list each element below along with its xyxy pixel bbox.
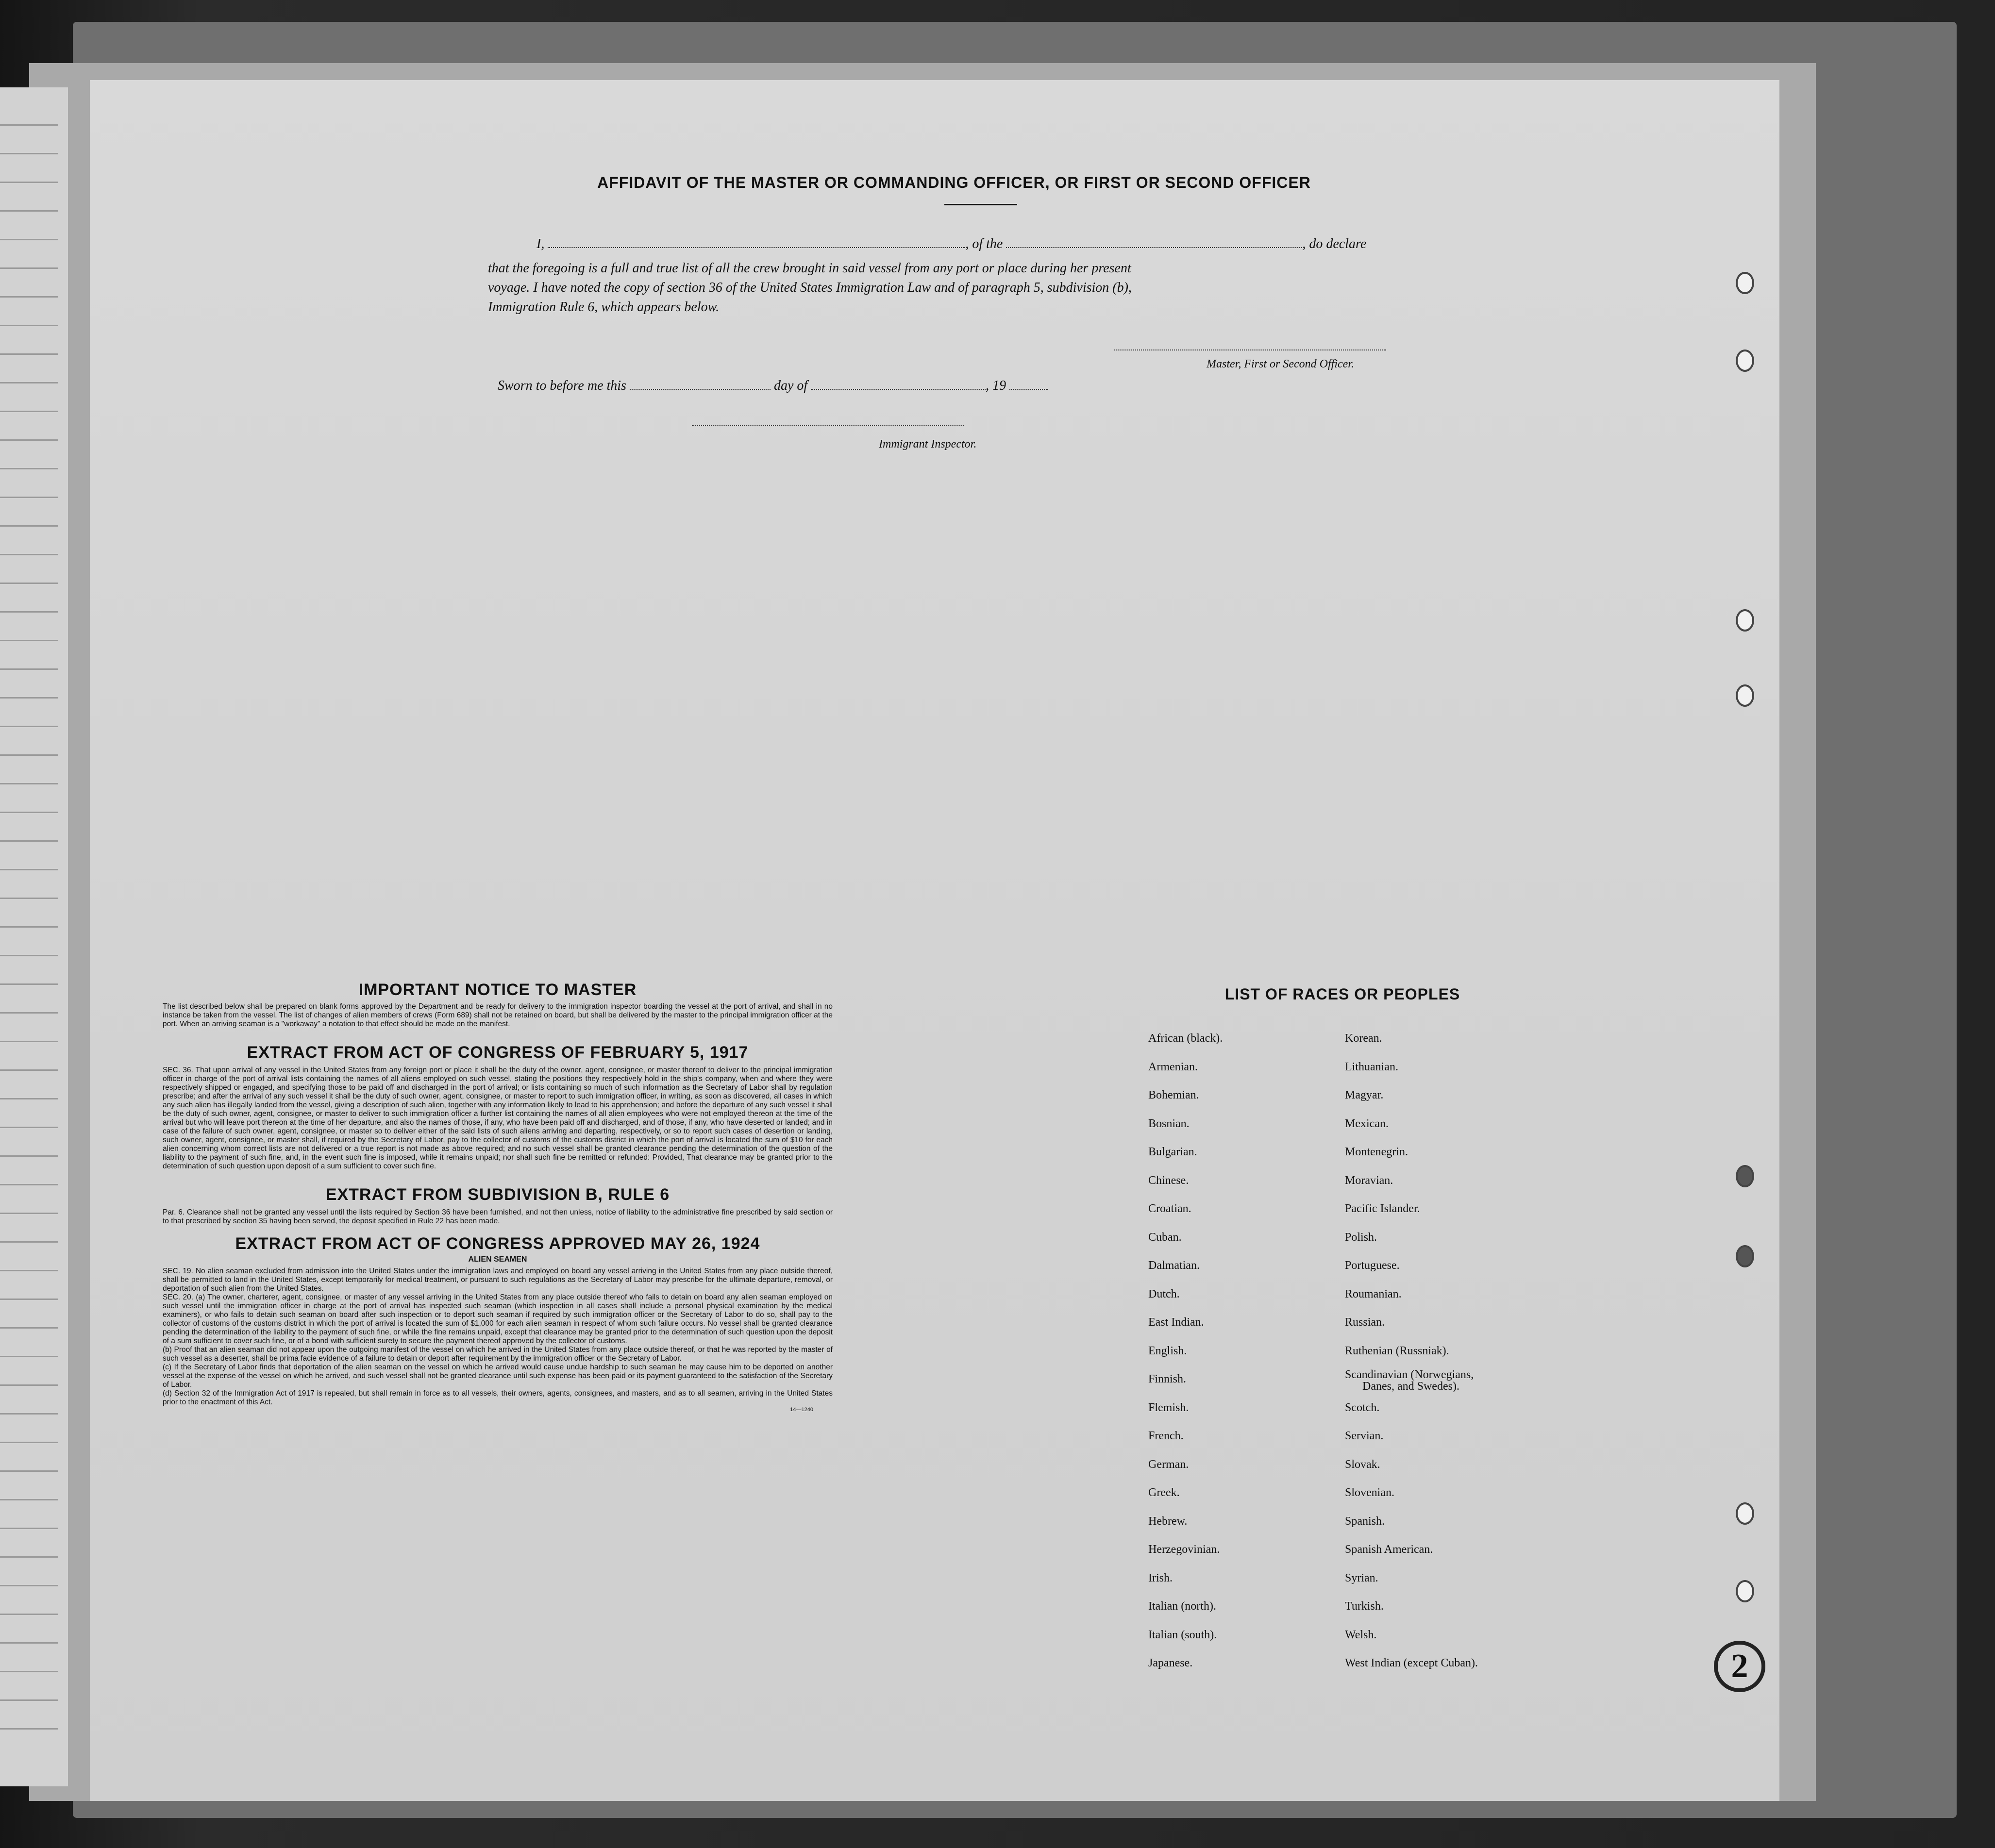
- sec20a-body: SEC. 20. (a) The owner, charterer, agent, consignee, or master of any vessel arriving in the United States from any place outside thereof who fails to detain on board any alien seaman employed on such vessel until the immigration officer in charge at the port of arrival has inspected such seaman (which inspection in all cases shall include a personal physical examination by the medical examiners), or who fails to detain such seaman on board after such inspection or to deport such seaman if required by such immigration officer or the Secretary of Labor to do so, shall pay to the collector of customs of the customs district in which the port of arrival is located the sum of $1,000 for each alien seaman in respect of whom such failure occurs. No vessel shall be granted clearance pending the determination of the liability to the payment of such fine, or while the fine remains unpaid, except that clearance may be granted prior to the determination of such question upon the deposit of a sum sufficient to cover such fine, or of a bond with sufficient surety to secure the payment thereof approved by the collector of customs.: [163, 1293, 833, 1345]
- race-item: Chinese.: [1148, 1174, 1189, 1187]
- race-item: Dalmatian.: [1148, 1259, 1200, 1272]
- sworn-line: [498, 376, 1048, 396]
- alien-seamen-subtitle: ALIEN SEAMEN: [468, 1255, 527, 1264]
- race-item: Mexican.: [1345, 1117, 1389, 1130]
- sec19-body: SEC. 19. No alien seaman excluded from admission into the United States under the immigration laws and employed on board any vessel arriving in the United States from any place outside thereof, shall be permitted to land in the United States, except temporarily for medical treatment, or pursuant to such regulations as the Secretary of Labor may prescribe for the ultimate departure, removal, or deportation of such alien from the United States.: [163, 1267, 833, 1293]
- declaration-line-3: voyage. I have noted the copy of section 36 of the United States Immigration Law and of paragraph 5, subdivision (b),: [488, 280, 1132, 295]
- race-item: Servian.: [1345, 1430, 1384, 1442]
- sworn-day-field[interactable]: [630, 384, 771, 390]
- race-item: Dutch.: [1148, 1287, 1180, 1300]
- race-item: Armenian.: [1148, 1060, 1198, 1073]
- race-item: Polish.: [1345, 1231, 1377, 1244]
- declaration-line-4: Immigration Rule 6, which appears below.: [488, 300, 720, 315]
- extract-1924-title: EXTRACT FROM ACT OF CONGRESS APPROVED MAY 26, 1924: [235, 1234, 760, 1253]
- extract-1917-body: SEC. 36. That upon arrival of any vessel in the United States from any foreign port or place it shall be the duty of the owner, agent, consignee, or master thereof to deliver to the principal immigration officer in charge of the port of arrival lists containing the names of all aliens employed on such vessel, stating the positions they respectively hold in the ship's company, when and where they were respectively shipped or engaged, and specifying those to be paid off and discharged in the port of arrival; or lists containing so much of such information as the Secretary of Labor shall by regulation prescribe; and after the arrival of any such vessel it shall be the duty of such owner, agent, consignee, or master to report to such immigration officer, in writing, as soon as discovered, all cases in which any such alien has illegally landed from the vessel, giving a description of such alien, together with any information likely to lead to his apprehension; and before the departure of any such vessel it shall be the duty of such owner, agent, consignee, or master to deliver to such immigration officer a further list containing the names of all alien employees who were not employed thereon at the time of the arrival but who will leave port thereon at the time of her departure, and also the names of those, if any, who have been paid off and discharged, and of those, if any, who have deserted or landed; and in case of the failure of such owner, agent, consignee, or master so to deliver either of the said lists of such aliens arriving and departing, respectively, or so to report such cases of desertion or landing, such owner, agent, consignee, or master shall, if required by the Secretary of Labor, pay to the collector of customs of the customs district in which the port of arrival is located the sum of $10 for each alien concerning whom correct lists are not delivered or a true report is not made as above required; and no such vessel shall be granted clearance pending the determination of the question of the liability to the payment of such fine, and, in the event such fine is imposed, while it remains unpaid; nor shall such fine be remitted or refunded: Provided, That clearance may be granted prior to the determination of such question upon deposit of a sum sufficient to cover such fine.: [163, 1066, 833, 1170]
- rule6-title: EXTRACT FROM SUBDIVISION B, RULE 6: [325, 1185, 670, 1204]
- of-the-label: , of the: [965, 236, 1003, 251]
- race-item: Roumanian.: [1345, 1287, 1402, 1300]
- race-item: Russian.: [1345, 1316, 1385, 1329]
- sec20c-body: (c) If the Secretary of Labor finds that deportation of the alien seaman on the vessel on which he arrived would cause undue hardship to such seaman he may cause him to be deported on another vessel at the expense of the vessel on which he arrived, and such vessel shall not be granted clearance until such expense has been paid or its payment guaranteed to the satisfaction of the Secretary of Labor.: [163, 1363, 833, 1389]
- race-item: English.: [1148, 1344, 1187, 1357]
- race-item: Magyar.: [1345, 1089, 1384, 1101]
- race-item: Pacific Islander.: [1345, 1202, 1420, 1215]
- extract-1917-title: EXTRACT FROM ACT OF CONGRESS OF FEBRUARY 5, 1917: [247, 1043, 749, 1062]
- races-left-column: [1148, 1024, 1323, 1678]
- race-item: Italian (north).: [1148, 1600, 1216, 1613]
- race-item: West Indian (except Cuban).: [1345, 1657, 1478, 1669]
- races-title: LIST OF RACES OR PEOPLES: [1224, 985, 1460, 1003]
- race-item: Ruthenian (Russniak).: [1345, 1344, 1449, 1357]
- sworn-prefix: Sworn to before me this: [498, 378, 626, 393]
- race-item: Scotch.: [1345, 1401, 1380, 1414]
- form-number: 14—1240: [790, 1407, 813, 1413]
- race-item: Cuban.: [1148, 1231, 1182, 1244]
- declaration-line-1: [536, 234, 1517, 254]
- year-label: , 19: [986, 378, 1006, 393]
- day-of-label: day of: [773, 378, 808, 393]
- race-item: Montenegrin.: [1345, 1146, 1408, 1158]
- race-item: Japanese.: [1148, 1657, 1193, 1669]
- binder-hole: [1736, 684, 1754, 707]
- notice-title: IMPORTANT NOTICE TO MASTER: [358, 981, 637, 999]
- binder-hole: [1736, 1502, 1754, 1525]
- binder-hole: [1736, 272, 1754, 294]
- ledger-rules: [0, 97, 58, 1748]
- declaration-line-2: that the foregoing is a full and true list of all the crew brought in said vessel from any port or place during her present: [488, 261, 1131, 276]
- sec20b-body: (b) Proof that an alien seaman did not appear upon the outgoing manifest of the vessel on which he arrived in the United States from any place outside thereof, or that he was reported by the master of such vessel as a deserter, shall be prima facie evidence of a failure to detain or deport after requirement by the immigration officer or the Secretary of Labor.: [163, 1346, 833, 1363]
- race-item: East Indian.: [1148, 1316, 1204, 1329]
- race-item: Bulgarian.: [1148, 1146, 1197, 1158]
- race-item: Portuguese.: [1345, 1259, 1400, 1272]
- race-item: French.: [1148, 1430, 1184, 1442]
- race-item: Finnish.: [1148, 1373, 1187, 1385]
- race-item: Hebrew.: [1148, 1515, 1188, 1528]
- affidavit-title: AFFIDAVIT OF THE MASTER OR COMMANDING OFFICER, OR FIRST OR SECOND OFFICER: [597, 174, 1311, 191]
- race-item: Greek.: [1148, 1486, 1180, 1499]
- notices-column: [163, 981, 833, 1413]
- race-item: Croatian.: [1148, 1202, 1191, 1215]
- race-item: German.: [1148, 1458, 1189, 1471]
- binder-hole: [1736, 1245, 1754, 1267]
- races-right-column: [1345, 1024, 1549, 1678]
- title-rule: [944, 204, 1017, 205]
- binder-hole: [1736, 609, 1754, 632]
- sworn-month-field[interactable]: [811, 384, 986, 390]
- notice-body: The list described below shall be prepared on blank forms approved by the Department and be ready for delivery to the immigration inspector boarding the vessel at the port of arrival, and shall in no instance be taken from the vessel. The list of changes of alien members of crews (Form 689) shall not be retained on board, but shall be delivered by the master to the principal immigration officer at the port. When an arriving seaman is a "workaway" a notation to that effect should be made on the manifest.: [163, 1002, 833, 1028]
- race-item: Italian (south).: [1148, 1628, 1217, 1641]
- race-item: Slovenian.: [1345, 1486, 1394, 1499]
- officer-name-field[interactable]: [548, 242, 965, 248]
- race-item: Scandinavian (Norwegians,: [1345, 1368, 1474, 1381]
- race-item: Turkish.: [1345, 1600, 1384, 1613]
- binder-hole: [1736, 1165, 1754, 1187]
- page-number-stamp: 2: [1714, 1641, 1765, 1692]
- rule6-body: Par. 6. Clearance shall not be granted any vessel until the lists required by Section 36 have been furnished, and not then unless, notice of liability to the administrative fine prescribed by said section or to that prescribed by section 35 having been served, the deposit specified in Rule 22 has been made.: [163, 1208, 833, 1225]
- race-item: Herzegovinian.: [1148, 1543, 1220, 1556]
- race-item: Lithuanian.: [1345, 1060, 1398, 1073]
- signature-label: Master, First or Second Officer.: [1207, 358, 1354, 370]
- vessel-name-field[interactable]: [1006, 242, 1302, 248]
- race-item: Spanish American.: [1345, 1543, 1433, 1556]
- sec20d-body: (d) Section 32 of the Immigration Act of 1917 is repealed, but shall remain in force as to all vessels, their owners, agents, consignees, and masters, and as to all seamen, arriving in the United States prior to the enactment of this Act.: [163, 1389, 833, 1406]
- race-item: Bosnian.: [1148, 1117, 1190, 1130]
- inspector-label: Immigrant Inspector.: [879, 438, 977, 450]
- race-item: Spanish.: [1345, 1515, 1385, 1528]
- race-item: Bohemian.: [1148, 1089, 1199, 1101]
- race-item: Irish.: [1148, 1571, 1173, 1584]
- race-item: African (black).: [1148, 1032, 1223, 1045]
- sworn-year-field[interactable]: [1009, 384, 1048, 390]
- form-page: [90, 80, 1779, 1801]
- race-item: Moravian.: [1345, 1174, 1393, 1187]
- binder-hole: [1736, 350, 1754, 372]
- race-item: Slovak.: [1345, 1458, 1380, 1471]
- race-item: Welsh.: [1345, 1628, 1377, 1641]
- race-item: Syrian.: [1345, 1571, 1378, 1584]
- inspector-signature-field[interactable]: [692, 420, 964, 426]
- do-declare-label: , do declare: [1302, 236, 1367, 251]
- master-signature-field[interactable]: [1114, 345, 1386, 350]
- race-item: Korean.: [1345, 1032, 1382, 1045]
- race-item: Danes, and Swedes).: [1362, 1380, 1459, 1393]
- race-item: Flemish.: [1148, 1401, 1189, 1414]
- i-label: I,: [536, 236, 545, 251]
- binder-hole: [1736, 1580, 1754, 1602]
